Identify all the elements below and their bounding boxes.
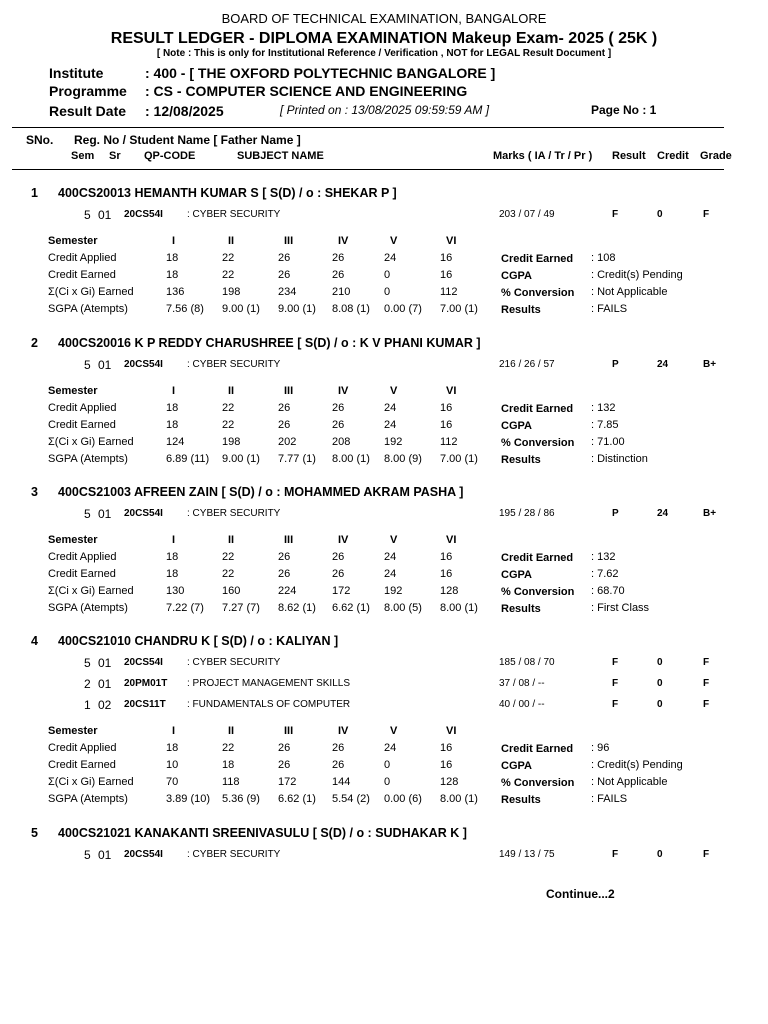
credit-earned-value: 16 [440, 269, 453, 281]
sgpa-attempts-value: 7.00 (1) [440, 303, 478, 315]
cixgi-earned-value: 70 [166, 776, 179, 788]
credit-earned-value: 22 [222, 568, 235, 580]
disclaimer-note: [ Note : This is only for Institutional Reference / Verification , NOT for LEGAL Result Document ] [156, 48, 612, 59]
semester-roman-6: VI [446, 534, 457, 546]
col-credit: Credit [657, 150, 689, 162]
sgpa-attempts-value: 7.77 (1) [278, 453, 316, 465]
student-block [0, 634, 768, 806]
summary-conversion-label: % Conversion [501, 777, 575, 789]
cixgi-earned-value: 210 [332, 286, 351, 298]
sgpa-attempts-value: 7.00 (1) [440, 453, 478, 465]
subject-grade: F [703, 699, 710, 710]
semester-header-label: Semester [48, 235, 98, 247]
cixgi-earned-value: 224 [278, 585, 297, 597]
programme-value: : CS - COMPUTER SCIENCE AND ENGINEERING [145, 83, 468, 99]
sgpa-attempts-value: 8.00 (1) [440, 602, 478, 614]
semester-roman-5: V [390, 235, 398, 247]
subject-sem: 5 [84, 656, 91, 670]
credit-applied-value: 26 [278, 402, 291, 414]
cixgi-earned-value: 124 [166, 436, 185, 448]
semester-roman-2: II [228, 534, 235, 546]
sgpa-attempts-value: 3.89 (10) [166, 793, 211, 805]
subject-grade: F [703, 849, 710, 860]
subject-sem: 2 [84, 677, 91, 691]
semester-roman-3: III [284, 235, 294, 247]
sgpa-attempts-label: SGPA (Atempts) [48, 303, 128, 315]
cixgi-earned-value: 192 [384, 436, 403, 448]
cixgi-earned-value: 118 [222, 776, 240, 788]
cixgi-earned-label: Σ(Ci x Gi) Earned [48, 776, 134, 788]
student-sno: 2 [31, 336, 38, 350]
board-name: BOARD OF TECHNICAL EXAMINATION, BANGALORE [221, 11, 547, 26]
summary-conversion-value: : 71.00 [591, 436, 625, 448]
student-identity: 400CS21010 CHANDRU K [ S(D) / o : KALIYAN ] [58, 634, 339, 648]
credit-earned-value: 16 [440, 759, 453, 771]
subject-credit: 0 [657, 209, 663, 220]
semester-roman-2: II [228, 235, 235, 247]
col-marks: Marks ( IA / Tr / Pr ) [493, 150, 593, 162]
subject-marks: 216 / 26 / 57 [499, 359, 555, 370]
credit-applied-value: 26 [332, 252, 345, 264]
summary-cgpa-label: CGPA [501, 569, 532, 581]
continue-label: Continue...2 [546, 887, 615, 901]
sgpa-attempts-label: SGPA (Atempts) [48, 453, 128, 465]
subject-credit: 24 [657, 359, 669, 370]
subject-marks: 195 / 28 / 86 [499, 508, 555, 519]
subject-sr: 01 [98, 848, 112, 862]
col-sem: Sem [71, 150, 95, 162]
credit-applied-value: 18 [166, 551, 179, 563]
semester-roman-5: V [390, 385, 398, 397]
subject-qp-code: 20PM01T [124, 678, 168, 689]
summary-conversion-label: % Conversion [501, 287, 575, 299]
sgpa-attempts-value: 9.00 (1) [278, 303, 316, 315]
credit-earned-value: 0 [384, 269, 391, 281]
semester-roman-3: III [284, 385, 294, 397]
semester-roman-5: V [390, 725, 398, 737]
programme-label: Programme [49, 83, 127, 99]
credit-earned-label: Credit Earned [48, 269, 116, 281]
subject-sem: 1 [84, 698, 91, 712]
subject-sem: 5 [84, 358, 91, 372]
summary-cgpa-value: : Credit(s) Pending [591, 269, 683, 281]
credit-applied-value: 22 [222, 742, 235, 754]
subject-credit: 0 [657, 678, 663, 689]
semester-roman-1: I [172, 385, 176, 397]
summary-conversion-label: % Conversion [501, 586, 575, 598]
student-block [0, 336, 768, 466]
printed-on: [ Printed on : 13/08/2025 09:59:59 AM ] [280, 103, 490, 117]
summary-cgpa-value: : 7.85 [591, 419, 619, 431]
credit-earned-label: Credit Earned [48, 759, 116, 771]
credit-applied-value: 24 [384, 402, 397, 414]
credit-applied-value: 26 [332, 742, 345, 754]
summary-credit-earned-label: Credit Earned [501, 403, 574, 415]
summary-results-label: Results [501, 603, 541, 615]
cixgi-earned-value: 112 [440, 286, 458, 298]
subject-qp-code: 20CS54I [124, 849, 163, 860]
semester-roman-6: VI [446, 235, 457, 247]
cixgi-earned-value: 202 [278, 436, 297, 448]
student-sno: 1 [31, 186, 38, 200]
credit-earned-value: 24 [384, 419, 397, 431]
credit-applied-value: 26 [332, 551, 345, 563]
semester-roman-4: IV [338, 534, 349, 546]
subject-marks: 185 / 08 / 70 [499, 657, 555, 668]
credit-applied-value: 16 [440, 402, 453, 414]
subject-sr: 01 [98, 677, 112, 691]
subject-marks: 203 / 07 / 49 [499, 209, 555, 220]
semester-roman-1: I [172, 725, 176, 737]
summary-cgpa-label: CGPA [501, 270, 532, 282]
semester-roman-1: I [172, 534, 176, 546]
summary-cgpa-value: : 7.62 [591, 568, 619, 580]
semester-roman-6: VI [446, 725, 457, 737]
subject-grade: B+ [703, 359, 717, 370]
credit-applied-value: 24 [384, 252, 397, 264]
sgpa-attempts-value: 9.00 (1) [222, 303, 260, 315]
summary-results-value: : Distinction [591, 453, 648, 465]
credit-applied-value: 16 [440, 742, 453, 754]
col-sno: SNo. [26, 133, 54, 147]
cixgi-earned-value: 198 [222, 286, 241, 298]
subject-result: F [612, 678, 619, 689]
credit-earned-value: 10 [166, 759, 179, 771]
student-block [0, 186, 768, 316]
page-number: Page No : 1 [591, 103, 657, 117]
credit-earned-value: 24 [384, 568, 397, 580]
credit-earned-label: Credit Earned [48, 568, 116, 580]
credit-earned-value: 16 [440, 568, 453, 580]
semester-roman-2: II [228, 385, 235, 397]
cixgi-earned-value: 172 [278, 776, 297, 788]
credit-applied-value: 24 [384, 551, 397, 563]
cixgi-earned-value: 130 [166, 585, 185, 597]
credit-earned-value: 26 [332, 568, 345, 580]
student-sno: 4 [31, 634, 38, 648]
cixgi-earned-value: 128 [440, 776, 459, 788]
summary-conversion-value: : 68.70 [591, 585, 625, 597]
credit-earned-value: 0 [384, 759, 391, 771]
credit-earned-value: 16 [440, 419, 453, 431]
cixgi-earned-value: 234 [278, 286, 297, 298]
credit-earned-label: Credit Earned [48, 419, 116, 431]
institute-value: : 400 - [ THE OXFORD POLYTECHNIC BANGALORE ] [145, 65, 496, 81]
student-identity: 400CS21021 KANAKANTI SREENIVASULU [ S(D) / o : SUDHAKAR K ] [58, 826, 467, 840]
credit-earned-value: 22 [222, 419, 235, 431]
sgpa-attempts-value: 8.00 (1) [332, 453, 370, 465]
credit-applied-label: Credit Applied [48, 252, 117, 264]
credit-earned-value: 26 [278, 568, 291, 580]
summary-results-label: Results [501, 794, 541, 806]
subject-result: P [612, 359, 619, 370]
semester-roman-1: I [172, 235, 176, 247]
summary-results-value: : FAILS [591, 793, 628, 805]
subject-marks: 40 / 00 / -- [499, 699, 545, 710]
institute-label: Institute [49, 65, 104, 81]
sgpa-attempts-value: 8.00 (1) [440, 793, 478, 805]
subject-grade: F [703, 678, 710, 689]
col-regno: Reg. No / Student Name [ Father Name ] [74, 133, 301, 147]
result-date-label: Result Date [49, 103, 127, 119]
summary-results-value: : First Class [591, 602, 650, 614]
subject-qp-code: 20CS54I [124, 209, 163, 220]
credit-earned-value: 18 [222, 759, 235, 771]
credit-earned-value: 26 [278, 759, 291, 771]
sgpa-attempts-value: 6.62 (1) [332, 602, 370, 614]
semester-roman-4: IV [338, 385, 349, 397]
summary-credit-earned-label: Credit Earned [501, 552, 574, 564]
summary-credit-earned-label: Credit Earned [501, 253, 574, 265]
credit-earned-value: 26 [332, 419, 345, 431]
summary-credit-earned-value: : 96 [591, 742, 610, 754]
sgpa-attempts-value: 5.54 (2) [332, 793, 370, 805]
sgpa-attempts-value: 0.00 (6) [384, 793, 422, 805]
sgpa-attempts-value: 7.22 (7) [166, 602, 204, 614]
sgpa-attempts-label: SGPA (Atempts) [48, 602, 128, 614]
header-top-rule [12, 127, 724, 128]
semester-header-label: Semester [48, 534, 98, 546]
subject-qp-code: 20CS11T [124, 699, 166, 710]
credit-applied-value: 26 [332, 402, 345, 414]
credit-applied-value: 26 [278, 742, 291, 754]
cixgi-earned-value: 198 [222, 436, 241, 448]
credit-earned-value: 18 [166, 568, 179, 580]
subject-qp-code: 20CS54I [124, 657, 163, 668]
subject-name: : FUNDAMENTALS OF COMPUTER [187, 699, 351, 710]
subject-qp-code: 20CS54I [124, 508, 163, 519]
sgpa-attempts-value: 9.00 (1) [222, 453, 260, 465]
credit-earned-value: 22 [222, 269, 235, 281]
col-qpcode: QP-CODE [144, 150, 196, 162]
credit-applied-value: 16 [440, 252, 453, 264]
result-date-value: : 12/08/2025 [145, 103, 224, 119]
sgpa-attempts-value: 8.00 (5) [384, 602, 422, 614]
sgpa-attempts-value: 6.62 (1) [278, 793, 316, 805]
credit-applied-value: 26 [278, 252, 291, 264]
credit-earned-value: 18 [166, 269, 179, 281]
cixgi-earned-value: 160 [222, 585, 241, 597]
subject-result: P [612, 508, 619, 519]
subject-result: F [612, 699, 619, 710]
semester-roman-6: VI [446, 385, 457, 397]
subject-sem: 5 [84, 848, 91, 862]
student-identity: 400CS20016 K P REDDY CHARUSHREE [ S(D) / o : K V PHANI KUMAR ] [58, 336, 481, 350]
summary-conversion-value: : Not Applicable [591, 286, 668, 298]
subject-name: : CYBER SECURITY [187, 359, 281, 370]
subject-name: : CYBER SECURITY [187, 657, 281, 668]
summary-cgpa-label: CGPA [501, 420, 532, 432]
credit-applied-value: 22 [222, 402, 235, 414]
subject-name: : PROJECT MANAGEMENT SKILLS [187, 678, 351, 689]
cixgi-earned-label: Σ(Ci x Gi) Earned [48, 286, 134, 298]
cixgi-earned-value: 208 [332, 436, 351, 448]
student-sno: 3 [31, 485, 38, 499]
subject-result: F [612, 657, 619, 668]
sgpa-attempts-value: 0.00 (7) [384, 303, 422, 315]
credit-applied-value: 24 [384, 742, 397, 754]
summary-conversion-label: % Conversion [501, 437, 575, 449]
summary-cgpa-value: : Credit(s) Pending [591, 759, 683, 771]
subject-sr: 01 [98, 358, 112, 372]
student-block [0, 826, 768, 862]
student-identity: 400CS21003 AFREEN ZAIN [ S(D) / o : MOHAMMED AKRAM PASHA ] [58, 485, 464, 499]
subject-name: : CYBER SECURITY [187, 508, 281, 519]
subject-sem: 5 [84, 208, 91, 222]
subject-sr: 01 [98, 507, 112, 521]
credit-applied-value: 22 [222, 252, 235, 264]
subject-grade: B+ [703, 508, 717, 519]
summary-cgpa-label: CGPA [501, 760, 532, 772]
col-subject: SUBJECT NAME [237, 150, 324, 162]
sgpa-attempts-value: 8.62 (1) [278, 602, 316, 614]
subject-result: F [612, 849, 619, 860]
cixgi-earned-value: 112 [440, 436, 458, 448]
semester-header-label: Semester [48, 725, 98, 737]
summary-credit-earned-value: : 132 [591, 551, 616, 563]
credit-applied-value: 16 [440, 551, 453, 563]
subject-sr: 01 [98, 656, 112, 670]
cixgi-earned-value: 0 [384, 776, 391, 788]
subject-credit: 0 [657, 849, 663, 860]
semester-roman-3: III [284, 725, 294, 737]
sgpa-attempts-value: 8.08 (1) [332, 303, 370, 315]
cixgi-earned-value: 0 [384, 286, 391, 298]
subject-credit: 24 [657, 508, 669, 519]
cixgi-earned-value: 128 [440, 585, 459, 597]
sgpa-attempts-value: 6.89 (11) [166, 453, 210, 465]
semester-roman-4: IV [338, 725, 349, 737]
summary-credit-earned-value: : 108 [591, 252, 616, 264]
sgpa-attempts-value: 5.36 (9) [222, 793, 260, 805]
sgpa-attempts-label: SGPA (Atempts) [48, 793, 128, 805]
subject-result: F [612, 209, 619, 220]
subject-grade: F [703, 209, 710, 220]
credit-applied-value: 22 [222, 551, 235, 563]
subject-credit: 0 [657, 699, 663, 710]
subject-grade: F [703, 657, 710, 668]
subject-qp-code: 20CS54I [124, 359, 163, 370]
credit-applied-value: 18 [166, 742, 179, 754]
student-identity: 400CS20013 HEMANTH KUMAR S [ S(D) / o : SHEKAR P ] [58, 186, 397, 200]
semester-roman-3: III [284, 534, 294, 546]
header-bottom-rule [12, 169, 724, 170]
credit-earned-value: 18 [166, 419, 179, 431]
subject-name: : CYBER SECURITY [187, 849, 281, 860]
summary-conversion-value: : Not Applicable [591, 776, 668, 788]
summary-credit-earned-label: Credit Earned [501, 743, 574, 755]
credit-earned-value: 26 [332, 269, 345, 281]
subject-name: : CYBER SECURITY [187, 209, 281, 220]
ledger-title: RESULT LEDGER - DIPLOMA EXAMINATION Makeup Exam- 2025 ( 25K ) [110, 30, 658, 47]
semester-header-label: Semester [48, 385, 98, 397]
student-block [0, 485, 768, 615]
cixgi-earned-value: 172 [332, 585, 351, 597]
credit-applied-label: Credit Applied [48, 742, 117, 754]
credit-earned-value: 26 [278, 419, 291, 431]
cixgi-earned-label: Σ(Ci x Gi) Earned [48, 585, 134, 597]
semester-roman-5: V [390, 534, 398, 546]
credit-applied-value: 26 [278, 551, 291, 563]
col-result: Result [612, 150, 646, 162]
cixgi-earned-value: 136 [166, 286, 185, 298]
student-sno: 5 [31, 826, 38, 840]
credit-applied-label: Credit Applied [48, 551, 117, 563]
subject-sr: 02 [98, 698, 112, 712]
sgpa-attempts-value: 7.27 (7) [222, 602, 260, 614]
semester-roman-2: II [228, 725, 235, 737]
credit-earned-value: 26 [332, 759, 345, 771]
sgpa-attempts-value: 8.00 (9) [384, 453, 422, 465]
subject-marks: 37 / 08 / -- [499, 678, 545, 689]
summary-results-value: : FAILS [591, 303, 628, 315]
summary-results-label: Results [501, 304, 541, 316]
col-grade: Grade [700, 150, 732, 162]
credit-earned-value: 26 [278, 269, 291, 281]
sgpa-attempts-value: 7.56 (8) [166, 303, 204, 315]
semester-roman-4: IV [338, 235, 349, 247]
credit-applied-label: Credit Applied [48, 402, 117, 414]
subject-credit: 0 [657, 657, 663, 668]
subject-marks: 149 / 13 / 75 [499, 849, 555, 860]
col-sr: Sr [109, 150, 121, 162]
cixgi-earned-value: 192 [384, 585, 403, 597]
summary-results-label: Results [501, 454, 541, 466]
cixgi-earned-value: 144 [332, 776, 351, 788]
credit-applied-value: 18 [166, 402, 179, 414]
summary-credit-earned-value: : 132 [591, 402, 616, 414]
subject-sem: 5 [84, 507, 91, 521]
cixgi-earned-label: Σ(Ci x Gi) Earned [48, 436, 134, 448]
credit-applied-value: 18 [166, 252, 179, 264]
subject-sr: 01 [98, 208, 112, 222]
